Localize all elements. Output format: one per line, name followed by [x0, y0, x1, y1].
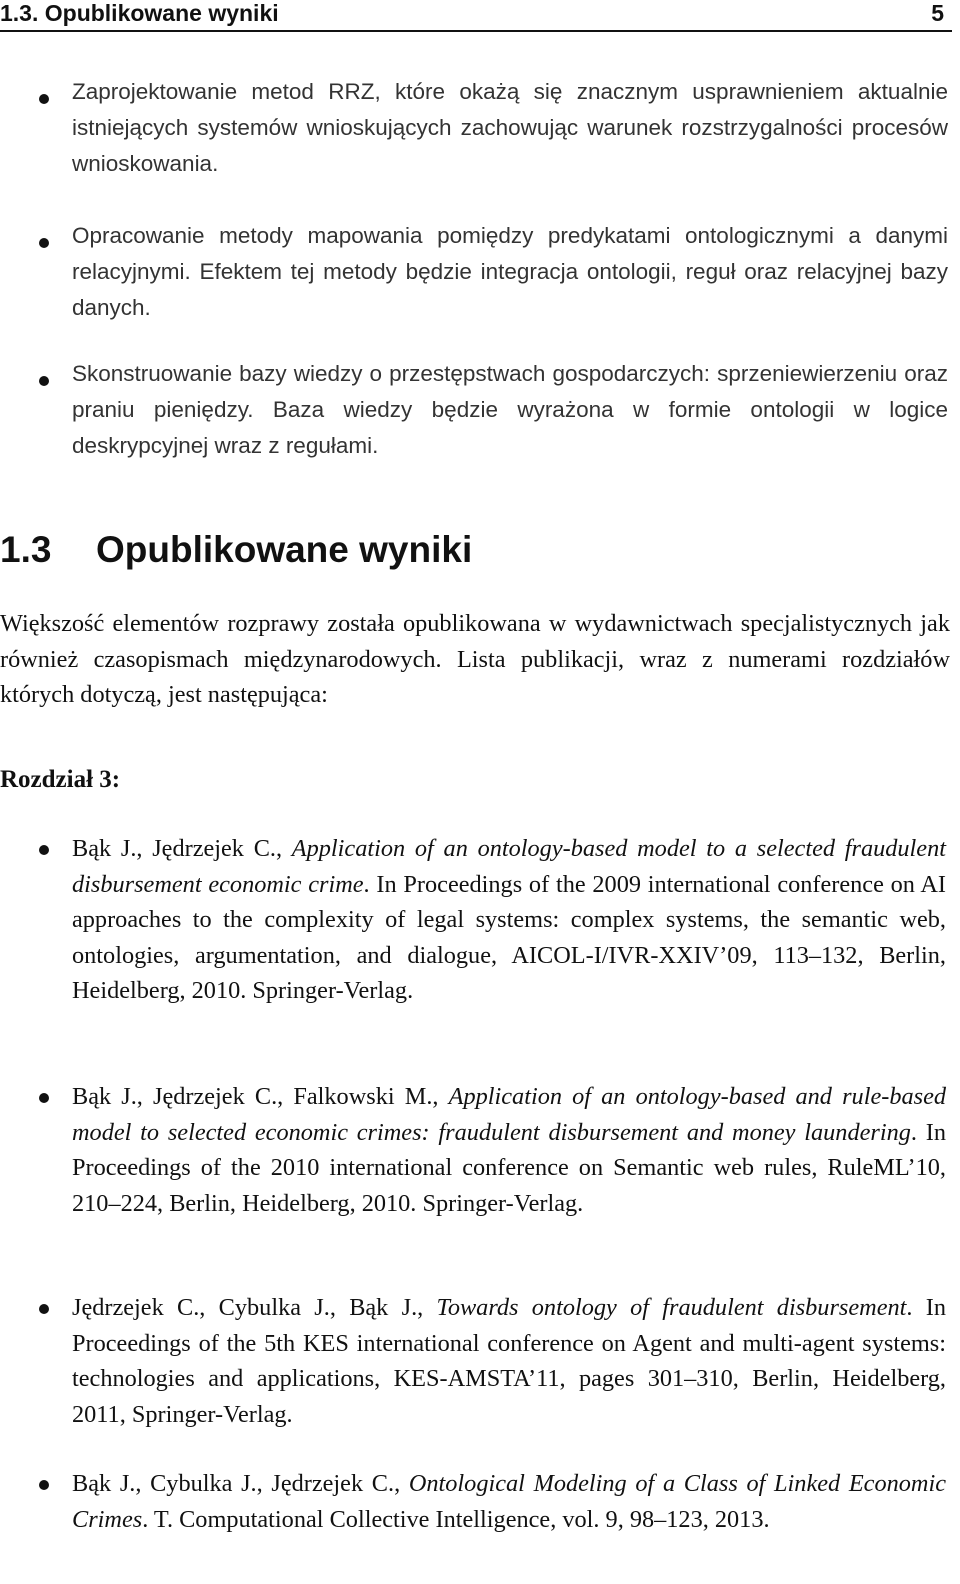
goal-text: Skonstruowanie bazy wiedzy o przestępstwach gospodarczych: sprzeniewierzeniu oraz praniu pieniędzy. Baza wiedzy będzie wyrażona w formie ontologii w logice deskrypcyjnej wraz z regułami. — [72, 361, 948, 458]
publication-authors: Bąk J., Cybulka J., Jędrzejek C., — [72, 1470, 401, 1497]
publication-title: Ontological Modeling of a Class of Linked Economic Crimes — [72, 1470, 946, 1533]
section-title: Opublikowane wyniki — [96, 529, 473, 570]
running-header — [0, 0, 952, 32]
bullet-dot-icon — [39, 238, 49, 248]
bullet-dot-icon — [39, 1480, 49, 1490]
bullet-dot-icon — [39, 94, 49, 104]
publication-authors: Bąk J., Jędrzejek C., — [72, 835, 283, 862]
section-number: 1.3 — [0, 529, 52, 570]
bullet-dot-icon — [39, 376, 49, 386]
bullet-dot-icon — [39, 1093, 49, 1103]
publication-authors: Jędrzejek C., Cybulka J., Bąk J., — [72, 1294, 424, 1321]
publication-details: . In Proceedings of the 2009 international conference on AI approaches to the complexity of legal systems: complex systems, the semantic web, ontologies, argumentation, and dialogue, AICOL-I/IVR-XXIV’09, 113–132, Berlin, Heidelberg, 2010. Springer-Verlag. — [72, 870, 947, 1004]
header-page-number: 5 — [931, 0, 944, 26]
publication-title: Application of an ontology-based and rule-based model to selected economic crimes: fraudulent disbursement and money laundering — [72, 1083, 947, 1146]
goal-item — [72, 218, 948, 326]
goal-text: Opracowanie metody mapowania pomiędzy predykatami ontologicznymi a danymi relacyjnymi. Efektem tej metody będzie integracja ontologii, reguł oraz relacyjnej bazy danych. — [72, 223, 948, 320]
bullet-dot-icon — [39, 845, 49, 855]
publication-details: . In Proceedings of the 2010 international conference on Semantic web rules, RuleML’10, 210–224, Berlin, Heidelberg, 2010. Springer-Verlag. — [72, 1118, 946, 1217]
goal-text: Zaprojektowanie metod RRZ, które okażą się znacznym usprawnieniem aktualnie istniejących systemów wnioskujących zachowując warunek rozstrzygalności procesów wnioskowania. — [72, 79, 948, 176]
publication-details: . T. Computational Collective Intelligence, vol. 9, 98–123, 2013. — [142, 1505, 770, 1533]
publication-title: Application of an ontology-based model to a selected fraudulent disbursement economic crime — [72, 835, 946, 898]
publication-authors: Bąk J., Jędrzejek C., Falkowski M., — [72, 1083, 439, 1110]
goal-item — [72, 356, 948, 464]
publication-item — [72, 831, 946, 1009]
header-section-title: 1.3. Opublikowane wyniki — [0, 0, 279, 26]
publication-item — [72, 1466, 946, 1537]
publication-title: Towards ontology of fraudulent disbursement — [436, 1294, 907, 1321]
section-heading — [0, 520, 472, 580]
chapter-label: Rozdział 3: — [0, 766, 121, 793]
bullet-dot-icon — [39, 1304, 49, 1314]
publication-item — [72, 1290, 946, 1432]
goal-item — [72, 74, 948, 182]
publication-item — [72, 1079, 946, 1221]
intro-paragraph: Większość elementów rozprawy została opublikowana w wydawnictwach specjalistycznych jak również czasopismach międzynarodowych. Lista publikacji, wraz z numerami rozdziałów których dotyczą, jest następująca: — [0, 610, 950, 708]
publication-details: . In Proceedings of the 5th KES international conference on Agent and multi-agent systems: technologies and applications, KES-AMSTA’11, pages 301–310, Berlin, Heidelberg, 2011, Springer-Verlag. — [72, 1294, 946, 1428]
